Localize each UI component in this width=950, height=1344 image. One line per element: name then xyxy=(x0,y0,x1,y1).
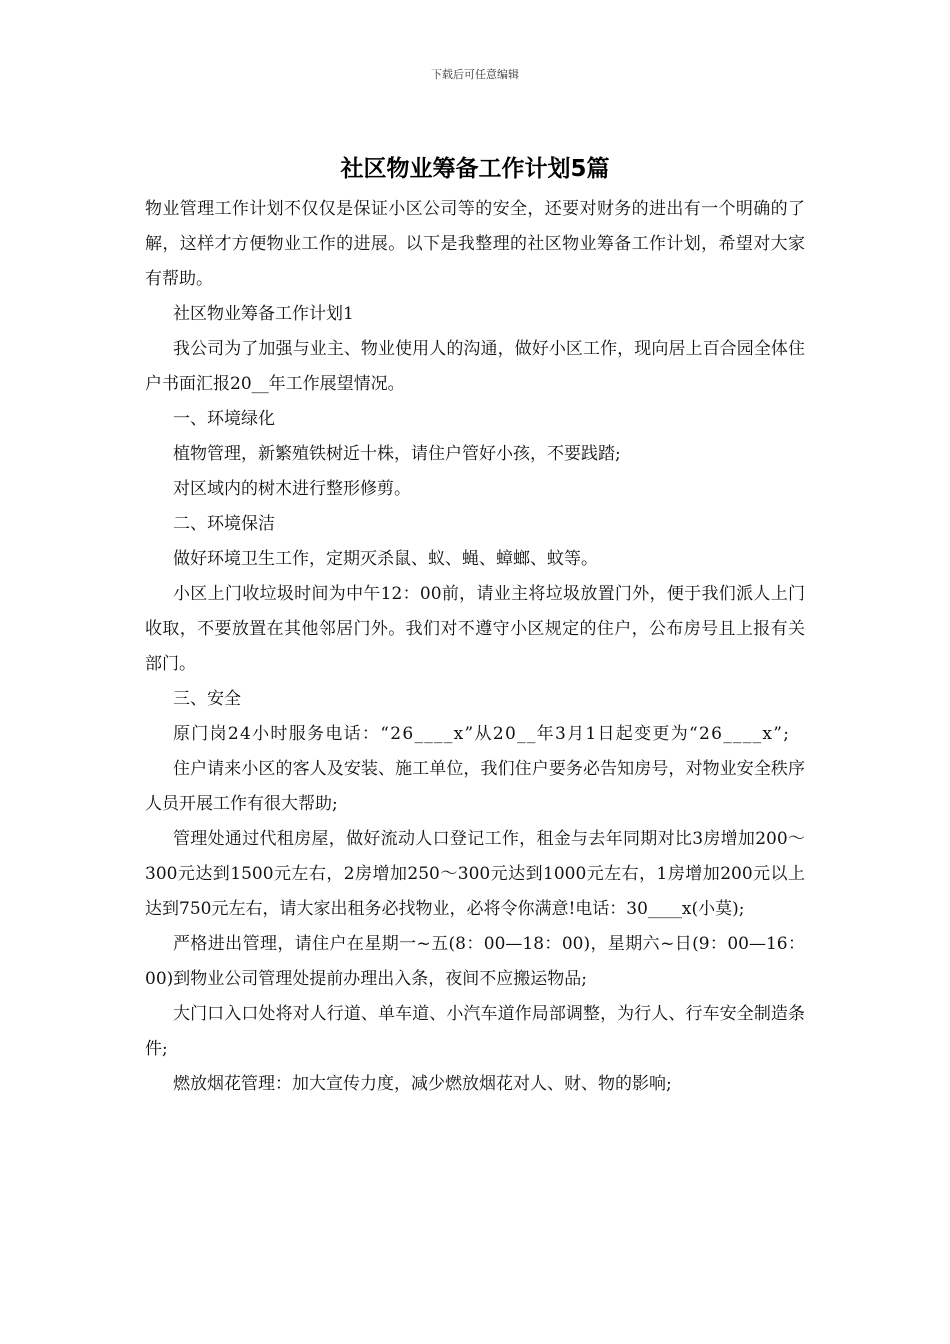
body-paragraph: 我公司为了加强与业主、物业使用人的沟通，做好小区工作，现向居上百合园全体住户书面汇报20__年工作展望情况。 xyxy=(145,339,805,394)
body-paragraph: 对区域内的树木进行整形修剪。 xyxy=(173,479,411,499)
body-paragraph: 管理处通过代租房屋，做好流动人口登记工作，租金与去年同期对比3房增加200～300元达到1500元左右，2房增加250～300元达到1000元左右，1房增加200元以上达到750元左右，请大家出租务必找物业，必将令你满意!电话：30____x(小莫); xyxy=(145,829,805,919)
body-paragraph: 植物管理，新繁殖铁树近十株，请住户管好小孩，不要践踏; xyxy=(173,444,621,464)
body-paragraph: 严格进出管理，请住户在星期一~五(8：00—18：00)，星期六~日(9：00—16：00)到物业公司管理处提前办理出入条，夜间不应搬运物品; xyxy=(145,934,805,989)
body-paragraph: 原门岗24小时服务电话：“26____x”从20__年3月1日起变更为“26____x”; xyxy=(173,724,791,744)
section-heading-plan-1: 社区物业筹备工作计划1 xyxy=(173,304,354,324)
body-paragraph: 燃放烟花管理：加大宣传力度，减少燃放烟花对人、财、物的影响; xyxy=(173,1074,672,1094)
section-heading-security: 三、安全 xyxy=(173,689,241,709)
body-paragraph: 小区上门收垃圾时间为中午12：00前，请业主将垃圾放置门外，便于我们派人上门收取，不要放置在其他邻居门外。我们对不遵守小区规定的住户，公布房号且上报有关部门。 xyxy=(145,584,805,674)
section-heading-greening: 一、环境绿化 xyxy=(173,409,275,429)
header-note: 下载后可任意编辑 xyxy=(431,68,519,81)
body-paragraph: 大门口入口处将对人行道、单车道、小汽车道作局部调整，为行人、行车安全制造条件; xyxy=(145,1004,805,1059)
body-paragraph: 住户请来小区的客人及安装、施工单位，我们住户要务必告知房号，对物业安全秩序人员开展工作有很大帮助; xyxy=(145,759,805,814)
body-paragraph: 做好环境卫生工作，定期灭杀鼠、蚁、蝇、蟑螂、蚊等。 xyxy=(173,549,598,569)
intro-paragraph: 物业管理工作计划不仅仅是保证小区公司等的安全，还要对财务的进出有一个明确的了解，这样才方便物业工作的进展。以下是我整理的社区物业筹备工作计划，希望对大家有帮助。 xyxy=(145,199,805,289)
section-heading-cleaning: 二、环境保洁 xyxy=(173,514,275,534)
document-body xyxy=(145,192,805,1102)
document-title: 社区物业筹备工作计划5篇 xyxy=(340,156,610,182)
